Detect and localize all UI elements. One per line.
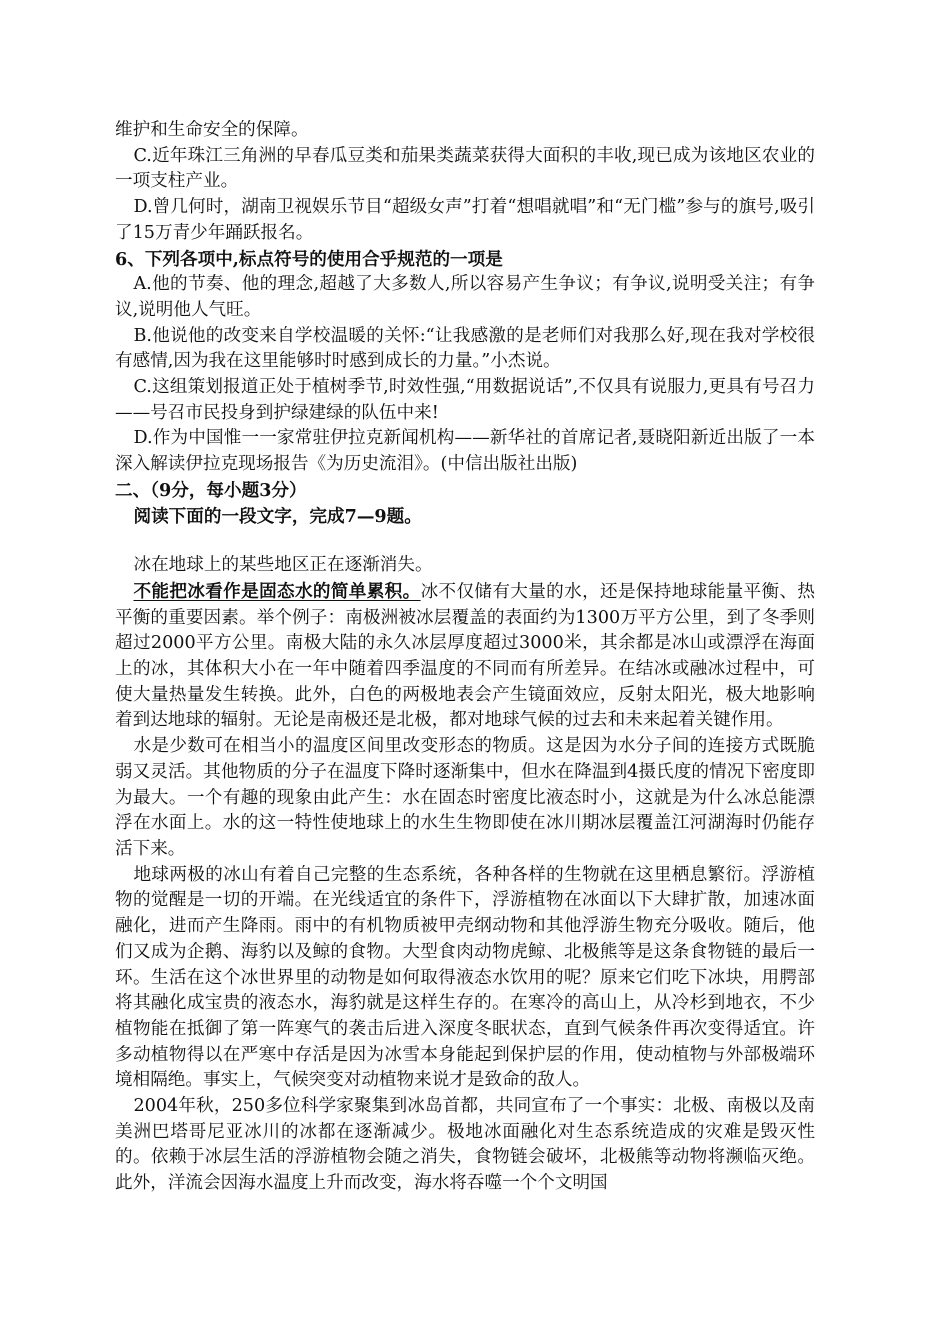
q6-option-c: C.这组策划报道正处于植树季节,时效性强,“用数据说话”,不仅具有说服力,更具有号召力——号召市民投身到护绿建绿的队伍中来! [115,377,815,423]
q5-option-b-continuation: 维护和生命安全的保障。 [115,120,309,140]
passage-paragraph-2: 水是少数可在相当小的温度区间里改变形态的物质。这是因为水分子间的连接方式既脆弱又灵活。其他物质的分子在温度下降时逐渐集中，但水在降温到4摄氏度的情况下密度即为最大。一个有趣的现象由此产生：水在固态时密度比液态时小，这就是为什么冰总能漂浮在水面上。水的这一特性使地球上的水生生物即使在冰川期冰层覆盖江河湖海时仍能存活下来。 [115,736,815,859]
q6-option-d: D.作为中国惟一一家常驻伊拉克新闻机构——新华社的首席记者,聂晓阳新近出版了一本深入解读伊拉克现场报告《为历史流泪》。(中信出版社出版) [115,428,815,475]
passage-paragraph-4: 2004年秋，250多位科学家聚集到冰岛首都，共同宣布了一个事实：北极、南极以及南美洲巴塔哥尼亚冰川的冰都在逐渐减少。极地冰面融化对生态系统造成的灾难是毁灭性的。依赖于冰层生活的浮游植物会随之消失，食物链会破坏，北极熊等动物将濒临灭绝。此外，洋流会因海水温度上升而改变，海水将吞噬一个个文明国 [115,1096,815,1194]
q6-option-b: B.他说他的改变来自学校温暖的关怀:“让我感激的是老师们对我那么好,现在我对学校很有感情,因为我在这里能够时时感到成长的力量。”小杰说。 [115,325,815,372]
passage-emphasis-sentence: 不能把冰看作是固态水的简单累积。 [133,580,421,602]
passage-intro: 冰在地球上的某些地区正在逐渐消失。 [133,555,433,576]
section-2-heading: 二、（9分，每小题3分） [115,479,307,501]
q5-option-c: C.近年珠江三角洲的早春瓜豆类和茄果类蔬菜获得大面积的丰收,现已成为该地区农业的一项支柱产业。 [115,145,815,192]
section-2-instruction: 阅读下面的一段文字，完成7—9题。 [133,505,422,527]
blank-line [115,529,815,553]
q6-option-a: A.他的节奏、他的理念,超越了大多数人,所以容易产生争议；有争议,说明受关注；有争议,说明他人气旺。 [115,274,815,320]
passage-paragraph-1 [115,579,815,734]
q6-title: 6、下列各项中,标点符号的使用合乎规范的一项是 [115,248,503,270]
document-body [115,118,815,1197]
passage-paragraph-3: 地球两极的冰山有着自己完整的生态系统，各种各样的生物就在这里栖息繁衍。浮游植物的觉醒是一切的开端。在光线适宜的条件下，浮游植物在冰面以下大肆扩散，加速冰面融化，进而产生降雨。雨中的有机物质被甲壳纲动物和其他浮游生物充分吸收。随后，他们又成为企鹅、海豹以及鲸的食物。大型食肉动物虎鲸、北极熊等是这条食物链的最后一环。生活在这个冰世界里的动物是如何取得液态水饮用的呢？原来它们吃下冰块，用腭部将其融化成宝贵的液态水，海豹就是这样生存的。在寒冷的高山上，从冷杉到地衣，不少植物能在抵御了第一阵寒气的袭击后进入深度冬眠状态，直到气候条件再次变得适宜。许多动植物得以在严寒中存活是因为冰雪本身能起到保护层的作用，使动植物与外部极端环境相隔绝。事实上，气候突变对动植物来说才是致命的敌人。 [115,864,815,1091]
passage-paragraph-1-text: 冰不仅储有大量的水，还是保持地球能量平衡、热平衡的重要因素。举个例子：南极洲被冰层覆盖的表面约为1300万平方公里，到了冬季则超过2000平方公里。南极大陆的永久冰层厚度超过3000米，其余都是冰山或漂浮在海面上的冰，其体积大小在一年中随着四季温度的不同而有所差异。在结冰或融冰过程中，可使大量热量发生转换。此外，白色的两极地表会产生镜面效应，反射太阳光，极大地影响着到达地球的辐射。无论是南极还是北极，都对地球气候的过去和未来起着关键作用。 [115,581,815,731]
q5-option-d: D.曾几何时，湖南卫视娱乐节目“超级女声”打着“想唱就唱”和“无门槛”参与的旗号,吸引了15万青少年踊跃报名。 [115,197,815,243]
